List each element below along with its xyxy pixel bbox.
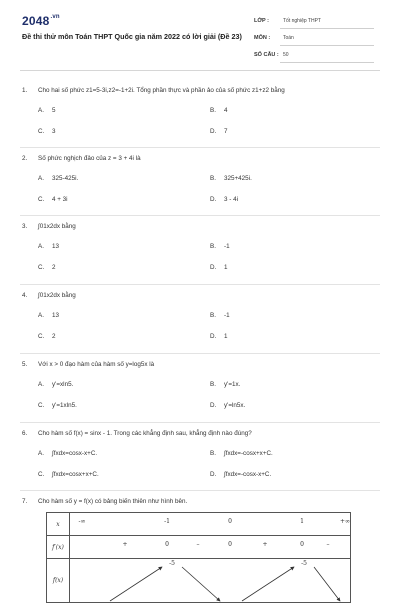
meta-row-subject [254, 34, 374, 51]
option-d[interactable] [210, 128, 228, 135]
question-number: 2. [22, 155, 28, 162]
option-value: 13 [52, 243, 60, 250]
option-key: C. [38, 128, 45, 135]
meta-value: 50 [280, 51, 374, 63]
option-a[interactable] [38, 243, 59, 250]
option-key: D. [210, 128, 217, 135]
sign-value: – [196, 541, 200, 548]
option-key: C. [38, 333, 45, 340]
option-c[interactable] [38, 128, 56, 135]
question-text: ∫01x2dx bằng [38, 292, 76, 299]
option-key: C. [38, 471, 45, 478]
option-b[interactable] [210, 450, 273, 457]
option-a[interactable] [38, 312, 59, 319]
f-value: -5 [169, 560, 175, 567]
option-key: B. [210, 381, 216, 388]
option-d[interactable] [210, 471, 271, 478]
option-key: D. [210, 333, 217, 340]
question-divider [20, 422, 380, 423]
sign-value: 0 [300, 541, 304, 548]
option-key: C. [38, 196, 45, 203]
increasing-arrow [242, 567, 294, 601]
option-value: -1 [224, 243, 230, 250]
option-value: 2 [52, 333, 56, 340]
option-value: 13 [52, 312, 60, 319]
option-value: 1 [224, 333, 228, 340]
question-text: Cho hàm số y = f(x) có bảng biến thiên như hình bên. [38, 498, 188, 505]
document-header [0, 0, 400, 70]
variation-table [46, 512, 351, 603]
decreasing-arrow [182, 567, 220, 601]
question-5 [22, 360, 392, 409]
option-value: 5 [52, 107, 56, 114]
question-divider [20, 147, 380, 148]
question-number: 3. [22, 223, 28, 230]
option-value: 3 - 4i [224, 196, 238, 203]
option-value: 3 [52, 128, 56, 135]
increasing-arrow [110, 567, 162, 601]
x-values-cell [70, 513, 351, 536]
x-value: 1 [300, 518, 304, 525]
sign-value: + [262, 541, 268, 548]
function-values-cell [70, 559, 351, 603]
option-key: A. [38, 243, 44, 250]
option-value: 4 [224, 107, 228, 114]
meta-box [254, 17, 374, 68]
option-value: y'=xln5. [52, 381, 74, 388]
sign-value: – [326, 541, 330, 548]
sign-value: 0 [165, 541, 169, 548]
option-key: A. [38, 381, 44, 388]
question-text: Với x > 0 đạo hàm của hàm số y=log5x là [38, 361, 155, 368]
option-key: B. [210, 175, 216, 182]
option-value: ∫fxdx=-cosx+x+C. [224, 450, 273, 457]
option-key: A. [38, 107, 44, 114]
option-key: B. [210, 107, 216, 114]
option-b[interactable] [210, 243, 230, 250]
option-a[interactable] [38, 450, 97, 457]
option-a[interactable] [38, 381, 73, 388]
x-value: +∞ [339, 518, 351, 525]
option-value: 1 [224, 264, 228, 271]
option-a[interactable] [38, 107, 56, 114]
option-key: B. [210, 312, 216, 319]
question-divider [20, 490, 380, 491]
option-b[interactable] [210, 175, 252, 182]
option-c[interactable] [38, 264, 56, 271]
option-key: B. [210, 450, 216, 457]
meta-label: MÔN : [254, 35, 271, 41]
row-label-function: f(x) [47, 559, 70, 603]
option-key: C. [38, 264, 45, 271]
meta-value: Toán [280, 34, 374, 46]
option-key: A. [38, 312, 44, 319]
header-divider [20, 70, 380, 71]
question-divider [20, 353, 380, 354]
question-2 [22, 154, 392, 203]
meta-value: Tốt nghiệp THPT [280, 17, 374, 29]
option-value: 4 + 3i [52, 196, 68, 203]
option-d[interactable] [210, 196, 238, 203]
option-key: A. [38, 175, 44, 182]
decreasing-arrow [314, 567, 340, 601]
derivative-values-cell [70, 536, 351, 559]
option-c[interactable] [38, 196, 68, 203]
option-key: B. [210, 243, 216, 250]
option-key: D. [210, 264, 217, 271]
option-c[interactable] [38, 333, 56, 340]
question-number: 7. [22, 498, 28, 505]
option-d[interactable] [210, 402, 245, 409]
f-value: -5 [301, 560, 307, 567]
x-value: -1 [164, 518, 170, 525]
option-value: 325-425i. [52, 175, 79, 182]
question-divider [20, 284, 380, 285]
option-value: ∫fxdx=-cosx-x+C. [224, 471, 272, 478]
meta-row-count [254, 51, 374, 68]
question-number: 6. [22, 430, 28, 437]
question-1 [22, 86, 392, 135]
x-value: -∞ [78, 518, 86, 525]
option-value: y'=1x. [224, 381, 241, 388]
question-text: ∫01x2dx bằng [38, 223, 76, 230]
sign-value: 0 [228, 541, 232, 548]
question-number: 4. [22, 292, 28, 299]
question-4 [22, 291, 392, 340]
option-c[interactable] [38, 402, 77, 409]
logo-suffix: .vn [50, 14, 60, 20]
meta-label: SỐ CÂU : [254, 52, 279, 58]
option-b[interactable] [210, 381, 240, 388]
option-value: y'=1xln5. [52, 402, 77, 409]
option-value: 2 [52, 264, 56, 271]
option-value: 325+425i. [224, 175, 252, 182]
logo-text: 2048 [22, 14, 50, 28]
question-7 [22, 497, 392, 506]
option-c[interactable] [38, 471, 99, 478]
option-key: D. [210, 196, 217, 203]
option-key: A. [38, 450, 44, 457]
question-number: 1. [22, 87, 28, 94]
question-text: Cho hàm số f(x) = sinx - 1. Trong các khẳng định sau, khẳng định nào đúng? [38, 430, 252, 437]
option-value: 7 [224, 128, 228, 135]
option-value: -1 [224, 312, 230, 319]
question-3 [22, 222, 392, 271]
option-key: C. [38, 402, 45, 409]
option-d[interactable] [210, 264, 228, 271]
option-key: D. [210, 471, 217, 478]
x-value: 0 [228, 518, 232, 525]
meta-label: LỚP : [254, 18, 269, 24]
question-6 [22, 429, 392, 478]
question-divider [20, 215, 380, 216]
document-title: Đề thi thử môn Toán THPT Quốc gia năm 2022 có lời giải (Đề 23) [22, 32, 242, 41]
row-label-x: x [47, 513, 70, 536]
option-a[interactable] [38, 175, 78, 182]
site-logo[interactable] [22, 14, 60, 28]
option-b[interactable] [210, 312, 230, 319]
question-text: Số phức nghịch đảo của z = 3 + 4i là [38, 155, 141, 162]
meta-row-class [254, 17, 374, 34]
option-key: D. [210, 402, 217, 409]
question-number: 5. [22, 361, 28, 368]
question-text: Cho hai số phức z1=5-3i,z2=-1+2i. Tổng phần thực và phần ảo của số phức z1+z2 bằng [38, 87, 285, 94]
option-b[interactable] [210, 107, 228, 114]
option-d[interactable] [210, 333, 228, 340]
row-label-derivative: f′(x) [47, 536, 70, 559]
option-value: y'=ln5x. [224, 402, 246, 409]
option-value: ∫fxdx=cosx-x+C. [52, 450, 98, 457]
variation-arrows [70, 559, 353, 602]
sign-value: + [122, 541, 128, 548]
option-value: ∫fxdx=cosx+x+C. [52, 471, 99, 478]
